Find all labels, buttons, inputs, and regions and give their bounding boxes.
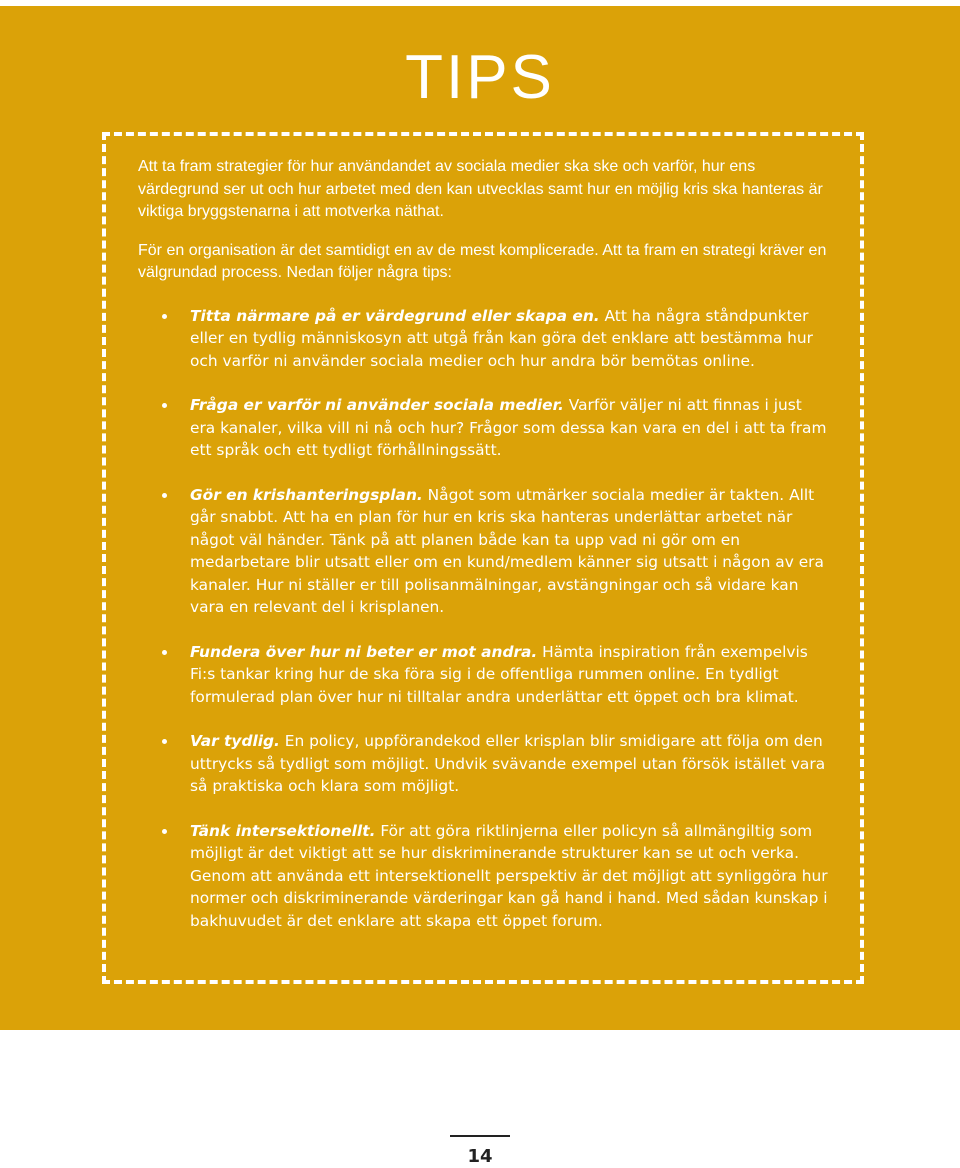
tip-heading: Titta närmare på er värdegrund eller skapa en. (190, 306, 600, 325)
tip-heading: Var tydlig. (190, 732, 280, 750)
tip-item (138, 641, 828, 709)
tip-item (138, 820, 828, 933)
tip-heading: Fråga er varför ni använder sociala medier. (190, 396, 564, 414)
bullet-icon (162, 493, 167, 498)
bullet-icon (162, 739, 167, 744)
intro-paragraph: Att ta fram strategier för hur användandet av sociala medier ska ske och varför, hur ens värdegrund ser ut och hur arbetet med den kan utvecklas samt hur en möjlig kris ska hanteras är viktiga bryggstenarna i att motverka näthat. (138, 158, 823, 220)
tip-item (138, 305, 828, 373)
tip-item (138, 730, 828, 798)
tip-body: Något som utmärker sociala medier är takten. Allt går snabbt. Att ha en plan för hur en kris ska hanteras underlättar arbetet när något väl händer. Tänk på att planen både kan ta upp vad ni gör om en medarbetare blir utsatt eller om en kund/medlem känner sig utsatt i någon av era kanaler. Hur ni ställer er till polisanmälningar, avstängningar och så vidare kan vara en relevant del i krisplanen. (190, 485, 824, 616)
tips-panel (0, 6, 960, 1030)
page-title: TIPS (405, 43, 555, 112)
intro-text (138, 156, 828, 285)
tip-body: En policy, uppförandekod eller krisplan blir smidigare att följa om den uttrycks så tydligt som möjligt. Undvik svävande exempel utan försök istället vara så praktiska och klara som möjligt. (190, 732, 826, 795)
tip-item (138, 484, 828, 619)
bullet-icon (162, 403, 167, 408)
bullet-icon (162, 650, 167, 655)
tips-content (138, 156, 828, 954)
tip-body: Varför väljer ni att finnas i just era kanaler, vilka vill ni nå och hur? Frågor som dessa kan vara en del i att ta fram ett språk och ett tydligt förhållningssätt. (190, 396, 827, 459)
bullet-icon (162, 314, 167, 319)
tip-item (138, 394, 828, 462)
bullet-icon (162, 829, 167, 834)
tip-body: Hämta inspiration från exempelvis Fi:s tankar kring hur de ska föra sig i de offentliga rummen online. En tydligt formulerad plan över hur ni tilltalar andra underlättar ett öppet och bra klimat. (190, 642, 808, 706)
tip-heading: Tänk intersektionellt. (190, 821, 376, 840)
tip-body: Att ha några ståndpunkter eller en tydlig människosyn att utgå från kan göra det enklare att bestämma hur och varför ni använder sociala medier och hur andra bör bemötas online. (190, 306, 814, 370)
page-number: 14 (467, 1146, 493, 1167)
tip-heading: Gör en krishanteringsplan. (190, 485, 423, 504)
tip-body: För att göra riktlinjerna eller policyn så allmängiltig som möjligt är det viktigt att se hur diskriminerande strukturer kan se ut och verka. Genom att använda ett intersektionellt perspektiv är det möjligt att synliggöra hur normer och diskriminerande värderingar kan gå hand i hand. Med sådan kunskap i bakhuvudet är det enklare att skapa ett öppet forum. (190, 821, 828, 930)
tips-list (138, 305, 828, 933)
footer-divider (450, 1135, 510, 1137)
tip-heading: Fundera över hur ni beter er mot andra. (190, 642, 538, 661)
intro-paragraph: För en organisation är det samtidigt en av de mest komplicerade. Att ta fram en strategi kräver en välgrundad process. Nedan följer några tips: (138, 241, 827, 281)
